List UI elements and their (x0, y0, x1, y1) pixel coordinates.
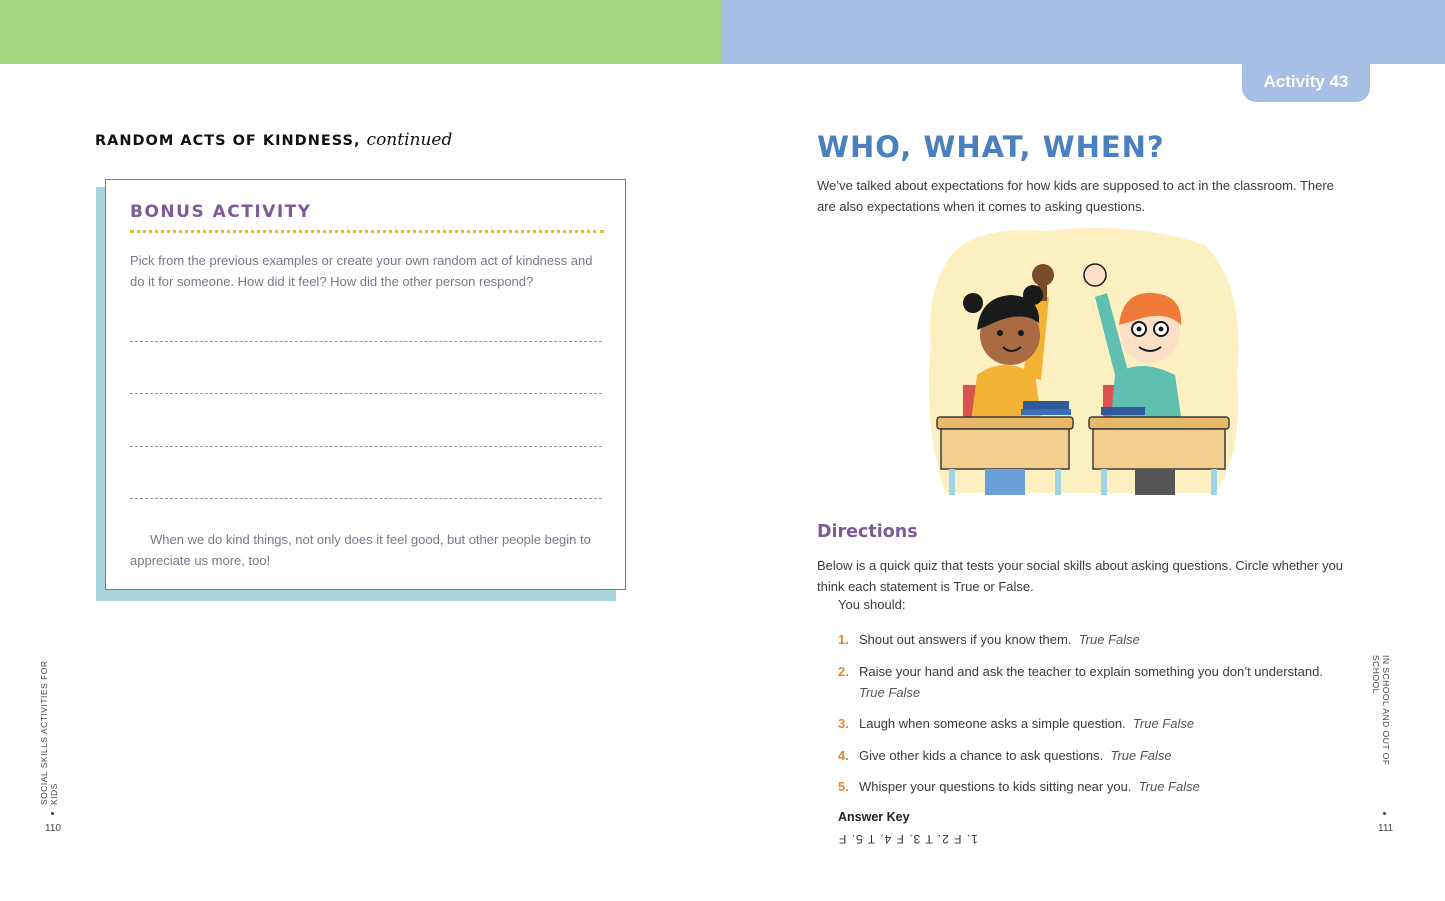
writing-line (130, 341, 602, 342)
quiz-item-number: 1. (838, 632, 849, 647)
side-chapter-title: IN SCHOOL AND OUT OF SCHOOL (1371, 655, 1391, 766)
quiz-item-text: Raise your hand and ask the teacher to explain something you don’t understand. (859, 663, 1323, 679)
quiz-item (838, 661, 1338, 703)
top-color-bar-right (722, 0, 1445, 64)
answer-key-title: Answer Key (838, 810, 910, 824)
writing-line (130, 393, 602, 394)
true-false-options[interactable]: True False (1078, 632, 1140, 647)
bonus-title: BONUS ACTIVITY (130, 202, 312, 222)
quiz-item-text: Whisper your questions to kids sitting near you. (859, 779, 1132, 794)
true-false-options[interactable]: True False (1138, 779, 1200, 794)
running-head (95, 130, 452, 150)
side-dot-right (1383, 812, 1386, 815)
activity-tab: Activity 43 (1242, 64, 1370, 102)
quiz-item-text: Shout out answers if you know them. (859, 632, 1072, 647)
bonus-prompt: Pick from the previous examples or create your own random act of kindness and do it for someone. How did it feel? How did the other person respond? (130, 253, 593, 289)
page-title: WHO, WHAT, WHEN? (817, 130, 1165, 164)
classroom-illustration (925, 225, 1240, 495)
answer-key-upside-down: 1. F 2. T 3. F 4. T 5. F (838, 832, 978, 846)
true-false-options[interactable]: True False (1132, 716, 1195, 731)
bonus-note: When we do kind things, not only does it feel good, but other people begin to appreciate us more, too! (130, 532, 591, 568)
quiz-item-text: Give other kids a chance to ask questions. (859, 747, 1104, 763)
quiz-item-number: 2. (838, 663, 849, 679)
directions-heading: Directions (817, 522, 918, 542)
top-color-bar-left (0, 0, 722, 64)
running-head-title: RANDOM ACTS OF KINDNESS, (95, 133, 361, 149)
quiz-item (838, 745, 1338, 766)
quiz-item-number: 4. (838, 747, 849, 763)
page-number-right: 111 (1378, 823, 1394, 834)
quiz-item (838, 629, 1338, 650)
intro-paragraph: We’ve talked about expectations for how kids are supposed to act in the classroom. There are also expectations when it comes to asking questions. (817, 178, 1334, 214)
true-false-options[interactable]: True False (859, 684, 921, 700)
directions-text: Below is a quick quiz that tests your social skills about asking questions. Circle whether you think each statement is True or False. (817, 558, 1344, 594)
quiz-list (838, 629, 1338, 808)
page-number-left: 110 (45, 823, 61, 834)
side-dot-left (51, 812, 54, 815)
quiz-lead-in: You should: (838, 597, 906, 612)
writing-line (130, 498, 602, 499)
quiz-item-text: Laugh when someone asks a simple question. (859, 716, 1126, 731)
quiz-item (838, 713, 1338, 734)
dotted-divider (130, 230, 604, 233)
quiz-item-number: 3. (838, 716, 849, 731)
quiz-item-number: 5. (838, 779, 849, 794)
side-book-title (39, 640, 59, 805)
true-false-options[interactable]: True False (1110, 747, 1172, 763)
side-book-title-text: SOCIAL SKILLS ACTIVITIES FOR KIDS (39, 660, 59, 805)
running-head-continued: continued (366, 130, 453, 150)
bonus-activity-box (105, 179, 626, 590)
writing-line (130, 446, 602, 447)
quiz-item (838, 776, 1338, 797)
